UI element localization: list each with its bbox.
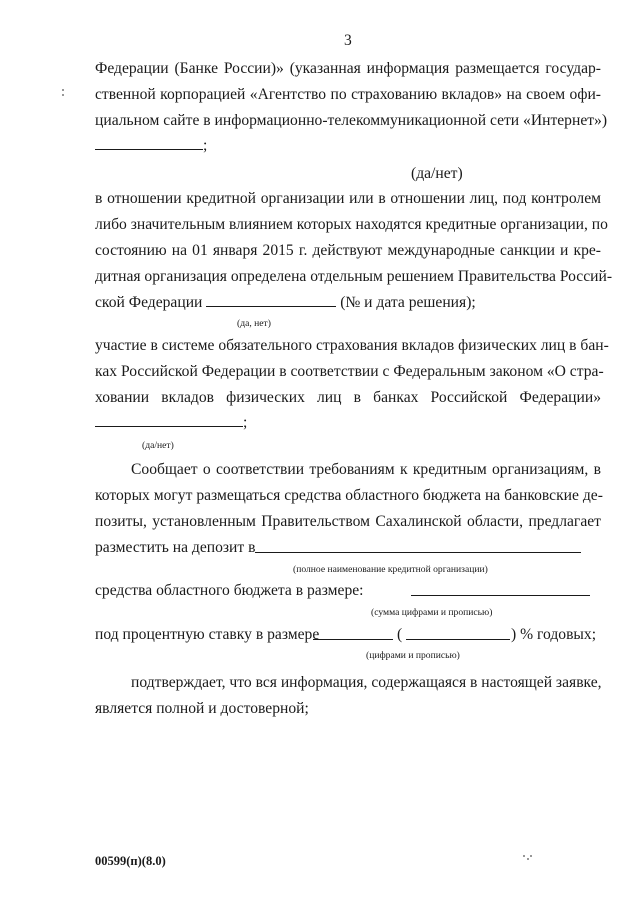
field-hint: (сумма цифрами и прописью) bbox=[371, 607, 493, 618]
scan-speck bbox=[62, 94, 64, 96]
text-line: ; bbox=[95, 414, 247, 432]
amount-blank[interactable] bbox=[411, 595, 590, 596]
scan-speck bbox=[523, 855, 525, 857]
bank-name-blank[interactable] bbox=[255, 552, 581, 553]
field-hint: (да/нет) bbox=[411, 165, 463, 182]
text-line: ; bbox=[95, 137, 207, 155]
text-line: которых могут размещаться средства областного бюджета на банковские де- bbox=[95, 487, 603, 504]
document-code: 00599(п)(8.0) bbox=[95, 854, 166, 868]
yes-no-blank[interactable] bbox=[95, 137, 203, 150]
scan-speck bbox=[62, 89, 64, 91]
text-line: в отношении кредитной организации или в отношении лиц, под контролем bbox=[95, 190, 601, 207]
text-line: участие в системе обязательного страхования вкладов физических лиц в бан- bbox=[95, 337, 609, 354]
text-line: ( bbox=[397, 626, 403, 643]
text-line: разместить на депозит в bbox=[95, 539, 256, 556]
scan-speck bbox=[527, 858, 529, 860]
rate-words-blank[interactable] bbox=[406, 639, 510, 640]
text-line: ственной корпорацией «Агентство по страхованию вкладов» на своем офи- bbox=[95, 86, 601, 103]
text-line: состоянию на 01 января 2015 г. действуют международные санкции и кре- bbox=[95, 242, 601, 259]
field-hint: (цифрами и прописью) bbox=[366, 650, 460, 661]
text-line: циальном сайте в информационно-телекоммуникационной сети «Интернет») bbox=[95, 112, 608, 129]
text-line: ховании вкладов физических лиц в банках Российской Федерации» bbox=[95, 389, 601, 406]
text-line: ках Российской Федерации в соответствии с Федеральным законом «О стра- bbox=[95, 363, 604, 380]
field-hint: (да/нет) bbox=[142, 440, 174, 451]
text-line: дитная организация определена отдельным решением Правительства Россий- bbox=[95, 268, 613, 285]
text-line: ) % годовых; bbox=[511, 626, 597, 643]
text-line: является полной и достоверной; bbox=[95, 700, 309, 717]
text-line: позиты, установленным Правительством Сахалинской области, предлагает bbox=[95, 513, 601, 530]
field-hint: (да, нет) bbox=[237, 318, 271, 329]
rate-digits-blank[interactable] bbox=[313, 639, 393, 640]
page-number: 3 bbox=[344, 32, 352, 49]
text-line: Федерации (Банке России)» (указанная информация размещается государ- bbox=[95, 60, 601, 77]
text-line: подтверждает, что вся информация, содержащаяся в настоящей заявке, bbox=[131, 674, 602, 691]
scan-speck bbox=[530, 855, 532, 857]
text-line: либо значительным влиянием которых находятся кредитные организации, по bbox=[95, 216, 608, 233]
text-line: Сообщает о соответствии требованиям к кредитным организациям, в bbox=[131, 461, 601, 478]
yes-no-blank[interactable] bbox=[95, 414, 243, 427]
text-line: средства областного бюджета в размере: bbox=[95, 582, 364, 599]
text-line: под процентную ставку в размере bbox=[95, 626, 320, 643]
decision-blank[interactable] bbox=[206, 294, 336, 307]
field-hint: (полное наименование кредитной организации) bbox=[293, 564, 488, 575]
text-line: ской Федерации (№ и дата решения); bbox=[95, 294, 476, 311]
